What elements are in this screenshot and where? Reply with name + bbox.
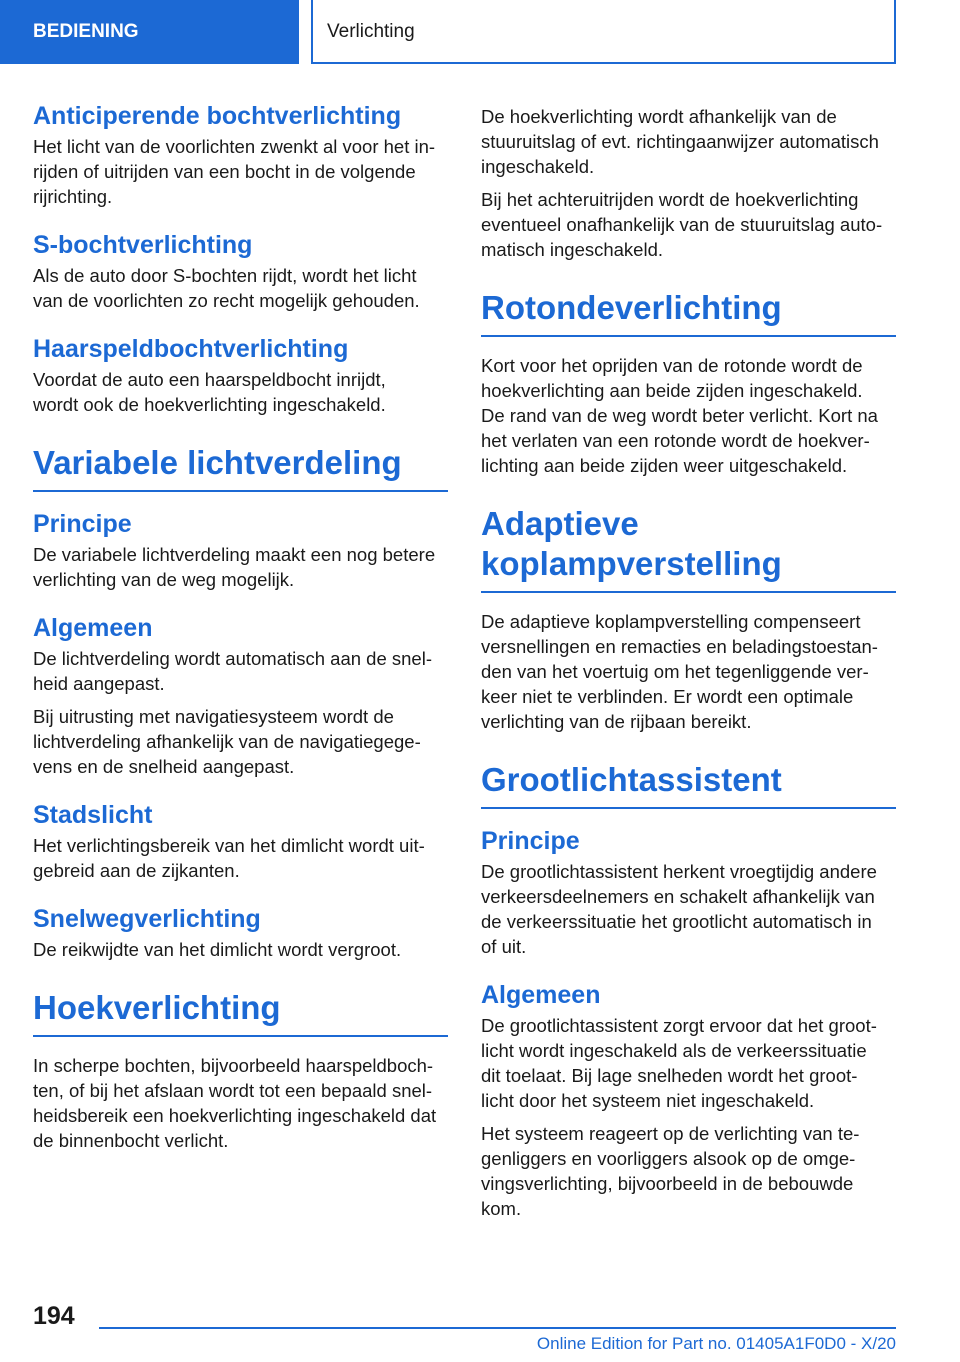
text-line: koplampverstelling [481, 545, 782, 582]
heading-hoekverlichting: Hoekverlichting [33, 988, 448, 1037]
text-line: lichtverdeling afhankelijk van de navigatiegege- [33, 731, 421, 752]
para-algemeen-1 [33, 646, 448, 696]
text-line: heid aangepast. [33, 673, 165, 694]
text-line: rijrichting. [33, 186, 113, 207]
text-line: Voordat de auto een haarspeldbocht inrijdt, [33, 369, 386, 390]
para-haarspeld [33, 367, 448, 417]
heading-principe: Principe [33, 510, 132, 538]
text-line: ten, of bij het afslaan wordt tot een bepaald snel- [33, 1080, 433, 1101]
text-line: eventueel onafhankelijk van de stuuruitslag auto- [481, 214, 883, 235]
text-line: De adaptieve koplampverstelling compenseert [481, 611, 861, 632]
heading-grootlichtassistent: Grootlichtassistent [481, 760, 896, 809]
text-line: verlichting van de rijbaan bereikt. [481, 711, 752, 732]
para-anticiperende [33, 134, 448, 209]
edition-note: Online Edition for Part no. 01405A1F0D0 - X/20 [536, 1334, 896, 1353]
section-tab: BEDIENING [0, 0, 299, 64]
para-principe-groot [481, 859, 896, 959]
text-line: de verkeerssituatie het grootlicht automatisch in [481, 911, 872, 932]
heading-rotondeverlichting: Rotondeverlichting [481, 288, 896, 337]
footer-divider [99, 1327, 896, 1329]
para-hoekverlichting-2 [481, 104, 896, 179]
para-s-bocht [33, 263, 448, 313]
text-line: De grootlichtassistent zorgt ervoor dat het groot- [481, 1015, 877, 1036]
text-line: Bij het achteruitrijden wordt de hoekverlichting [481, 189, 859, 210]
heading-s-bocht: S-bochtverlichting [33, 231, 253, 259]
text-line: De lichtverdeling wordt automatisch aan de snel- [33, 648, 432, 669]
heading-stadslicht: Stadslicht [33, 801, 153, 829]
para-adaptieve-koplampverstelling [481, 609, 896, 734]
text-line: verkeersdeelnemers en schakelt afhankelijk van [481, 886, 875, 907]
text-line: kom. [481, 1198, 522, 1219]
text-line: Het systeem reageert op de verlichting van te- [481, 1123, 860, 1144]
text-line: matisch ingeschakeld. [481, 239, 664, 260]
page-number: 194 [33, 1302, 75, 1330]
text-line: Als de auto door S-bochten rijdt, wordt het licht [33, 265, 417, 286]
text-line: In scherpe bochten, bijvoorbeeld haarspeldboch- [33, 1055, 434, 1076]
text-line: versnellingen en remacties en beladingstoestan- [481, 636, 878, 657]
heading-haarspeld: Haarspeldbochtverlichting [33, 335, 349, 363]
heading-principe-groot: Principe [481, 827, 580, 855]
heading-anticiperende: Anticiperende bochtverlichting [33, 102, 402, 130]
para-stadslicht [33, 833, 448, 883]
text-line: wordt ook de hoekverlichting ingeschakeld. [33, 394, 386, 415]
right-column [481, 104, 896, 1221]
text-line: den van het voertuig om het tegenliggende ver- [481, 661, 869, 682]
text-line: Kort voor het oprijden van de rotonde wordt de [481, 355, 863, 376]
text-line: De reikwijdte van het dimlicht wordt vergroot. [33, 939, 402, 960]
heading-variabele-lichtverdeling: Variabele lichtverdeling [33, 443, 448, 492]
para-rotondeverlichting [481, 353, 896, 478]
para-hoekverlichting-3 [481, 187, 896, 262]
para-algemeen-groot-1 [481, 1013, 896, 1113]
page-header [0, 0, 960, 66]
text-line: ingeschakeld. [481, 156, 595, 177]
para-snelwegverlichting [33, 937, 448, 962]
text-line: hoekverlichting aan beide zijden ingeschakeld. [481, 380, 863, 401]
chapter-tab: Verlichting [311, 0, 896, 64]
text-line: het verlaten van een rotonde wordt de hoekver- [481, 430, 870, 451]
left-column [33, 100, 448, 1153]
text-line: licht wordt ingeschakeld als de verkeerssituatie [481, 1040, 867, 1061]
para-principe [33, 542, 448, 592]
heading-algemeen-groot: Algemeen [481, 981, 601, 1009]
text-line: de binnenbocht verlicht. [33, 1130, 229, 1151]
text-line: heidsbereik een hoekverlichting ingeschakeld dat [33, 1105, 437, 1126]
para-algemeen-2 [33, 704, 448, 779]
text-line: De rand van de weg wordt beter verlicht. Kort na [481, 405, 878, 426]
text-line: rijden of uitrijden van een bocht in de volgende [33, 161, 416, 182]
text-line: De variabele lichtverdeling maakt een nog betere [33, 544, 436, 565]
text-line: dit toelaat. Bij lage snelheden wordt het groot- [481, 1065, 858, 1086]
text-line: Bij uitrusting met navigatiesysteem wordt de [33, 706, 394, 727]
text-line: Adaptieve [481, 505, 639, 542]
text-line: stuuruitslag of evt. richtingaanwijzer automatisch [481, 131, 879, 152]
para-hoekverlichting [33, 1053, 448, 1153]
text-line: vens en de snelheid aangepast. [33, 756, 295, 777]
text-line: De hoekverlichting wordt afhankelijk van de [481, 106, 837, 127]
text-line: lichting aan beide zijden weer uitgeschakeld. [481, 455, 848, 476]
text-line: vingsverlichting, bijvoorbeeld in de bebouwde [481, 1173, 854, 1194]
text-line: verlichting van de weg mogelijk. [33, 569, 295, 590]
text-line: De grootlichtassistent herkent vroegtijdig andere [481, 861, 877, 882]
text-line: Het licht van de voorlichten zwenkt al voor het in- [33, 136, 436, 157]
text-line: genliggers en voorliggers alsook op de omge- [481, 1148, 856, 1169]
text-line: of uit. [481, 936, 527, 957]
text-line: gebreid aan de zijkanten. [33, 860, 240, 881]
text-line: van de voorlichten zo recht mogelijk gehouden. [33, 290, 420, 311]
heading-adaptieve-koplampverstelling [481, 504, 896, 593]
heading-algemeen: Algemeen [33, 614, 153, 642]
heading-snelwegverlichting: Snelwegverlichting [33, 905, 261, 933]
text-line: Het verlichtingsbereik van het dimlicht wordt uit- [33, 835, 425, 856]
para-algemeen-groot-2 [481, 1121, 896, 1221]
text-line: keer niet te verblinden. Er wordt een optimale [481, 686, 854, 707]
text-line: licht door het systeem niet ingeschakeld. [481, 1090, 815, 1111]
